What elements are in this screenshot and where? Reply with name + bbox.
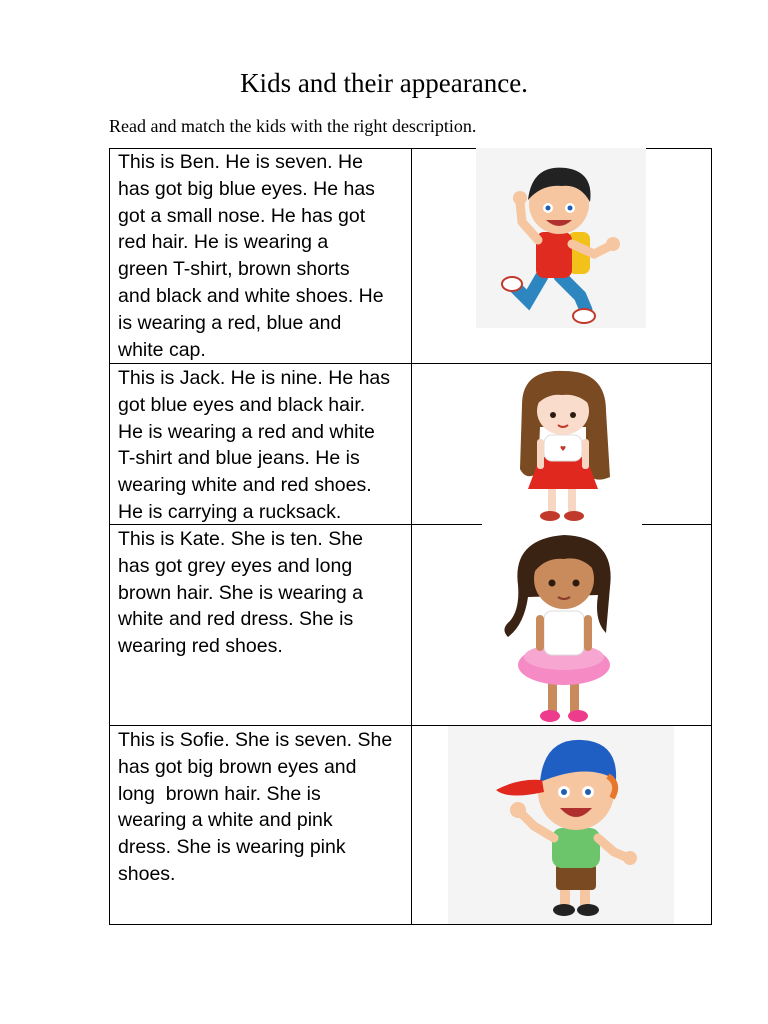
- girl-in-red-skirt-picture: [482, 365, 642, 525]
- svg-text:♥: ♥: [559, 445, 567, 453]
- description-jack: This is Jack. He is nine. He has got blue eyes and black hair. He is wearing a red and white T-shirt and blue jeans. He is wearing white and red shoes. He is carrying a rucksack.: [118, 367, 391, 523]
- table-border-left: [109, 148, 110, 925]
- matching-table: [109, 148, 712, 925]
- worksheet-title: Kids and their appearance.: [240, 68, 528, 98]
- description-kate: This is Kate. She is ten. She has got grey eyes and long brown hair. She is wearing a white and red dress. She is wearing red shoes.: [118, 528, 363, 658]
- description-ben: This is Ben. He is seven. He has got big blue eyes. He has got a small nose. He has got red hair. He is wearing a green T-shirt, brown shorts and black and white shoes. He is wearing a red, blue and white cap.: [118, 151, 384, 361]
- boy-with-backpack-picture: [476, 148, 646, 328]
- table-border-right: [711, 148, 712, 925]
- column-divider: [411, 148, 412, 925]
- boy-with-cap-picture: [448, 726, 674, 924]
- instruction-text: Read and match the kids with the right description.: [109, 116, 477, 136]
- girl-in-pink-tutu-picture: [498, 525, 628, 725]
- description-sofie: This is Sofie. She is seven. She has got big brown eyes and long brown hair. She is wearing a white and pink dress. She is wearing pink shoes.: [118, 729, 393, 885]
